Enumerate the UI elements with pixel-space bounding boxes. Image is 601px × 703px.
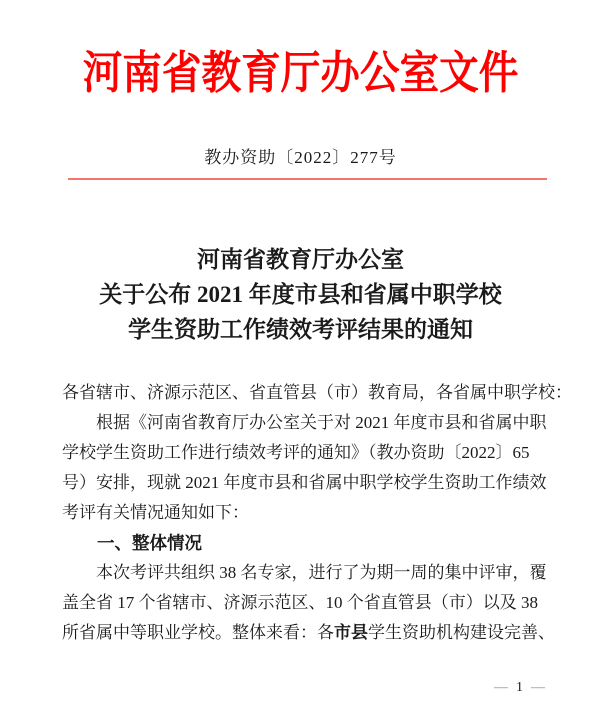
notice-title [0,242,601,347]
body-line: 盖全省 17 个省辖市、济源示范区、10 个省直管县（市）以及 38 [62,593,538,612]
body-line: 号）安排，现就 2021 年度市县和省属中职学校学生资助工作绩效 [62,473,547,492]
body-line: 考评有关情况通知如下： [62,503,249,522]
body-text-segment: 所省属中等职业学校。整体来看：各 [62,623,334,642]
salutation-line: 各省辖市、济源示范区、省直管县（市）教育局，各省属中职学校： [62,383,572,402]
body-line: 根据《河南省教育厅办公室关于对 2021 年度市县和省属中职 [96,413,547,432]
notice-title-line-2: 关于公布 2021 年度市县和省属中职学校 [99,282,502,307]
notice-title-line-1: 河南省教育厅办公室 [197,247,404,272]
red-divider-line [68,178,547,180]
footer-left-dash: — [494,680,508,695]
footer-right-dash: — [531,680,545,695]
section-heading: 一、整体情况 [97,533,202,553]
body-line-with-bold-run [62,618,561,648]
agency-banner-title: 河南省教育厅办公室文件 [82,47,519,98]
bold-text-segment: 市县 [334,623,368,642]
page-number-footer [494,681,545,695]
body-line: 学校学生资助工作进行绩效考评的通知》（教办资助〔2022〕65 [62,443,530,462]
red-header-banner [0,34,601,102]
notice-body [0,378,601,648]
body-line: 本次考评共组织 38 名专家，进行了为期一周的集中评审，覆 [96,563,547,582]
notice-title-line-3: 学生资助工作绩效考评结果的通知 [128,317,473,342]
body-text-segment: 学生资助机构建设完善、 [368,623,555,642]
page-number: 1 [516,680,523,695]
document-number: 教办资助〔2022〕277号 [204,148,397,167]
